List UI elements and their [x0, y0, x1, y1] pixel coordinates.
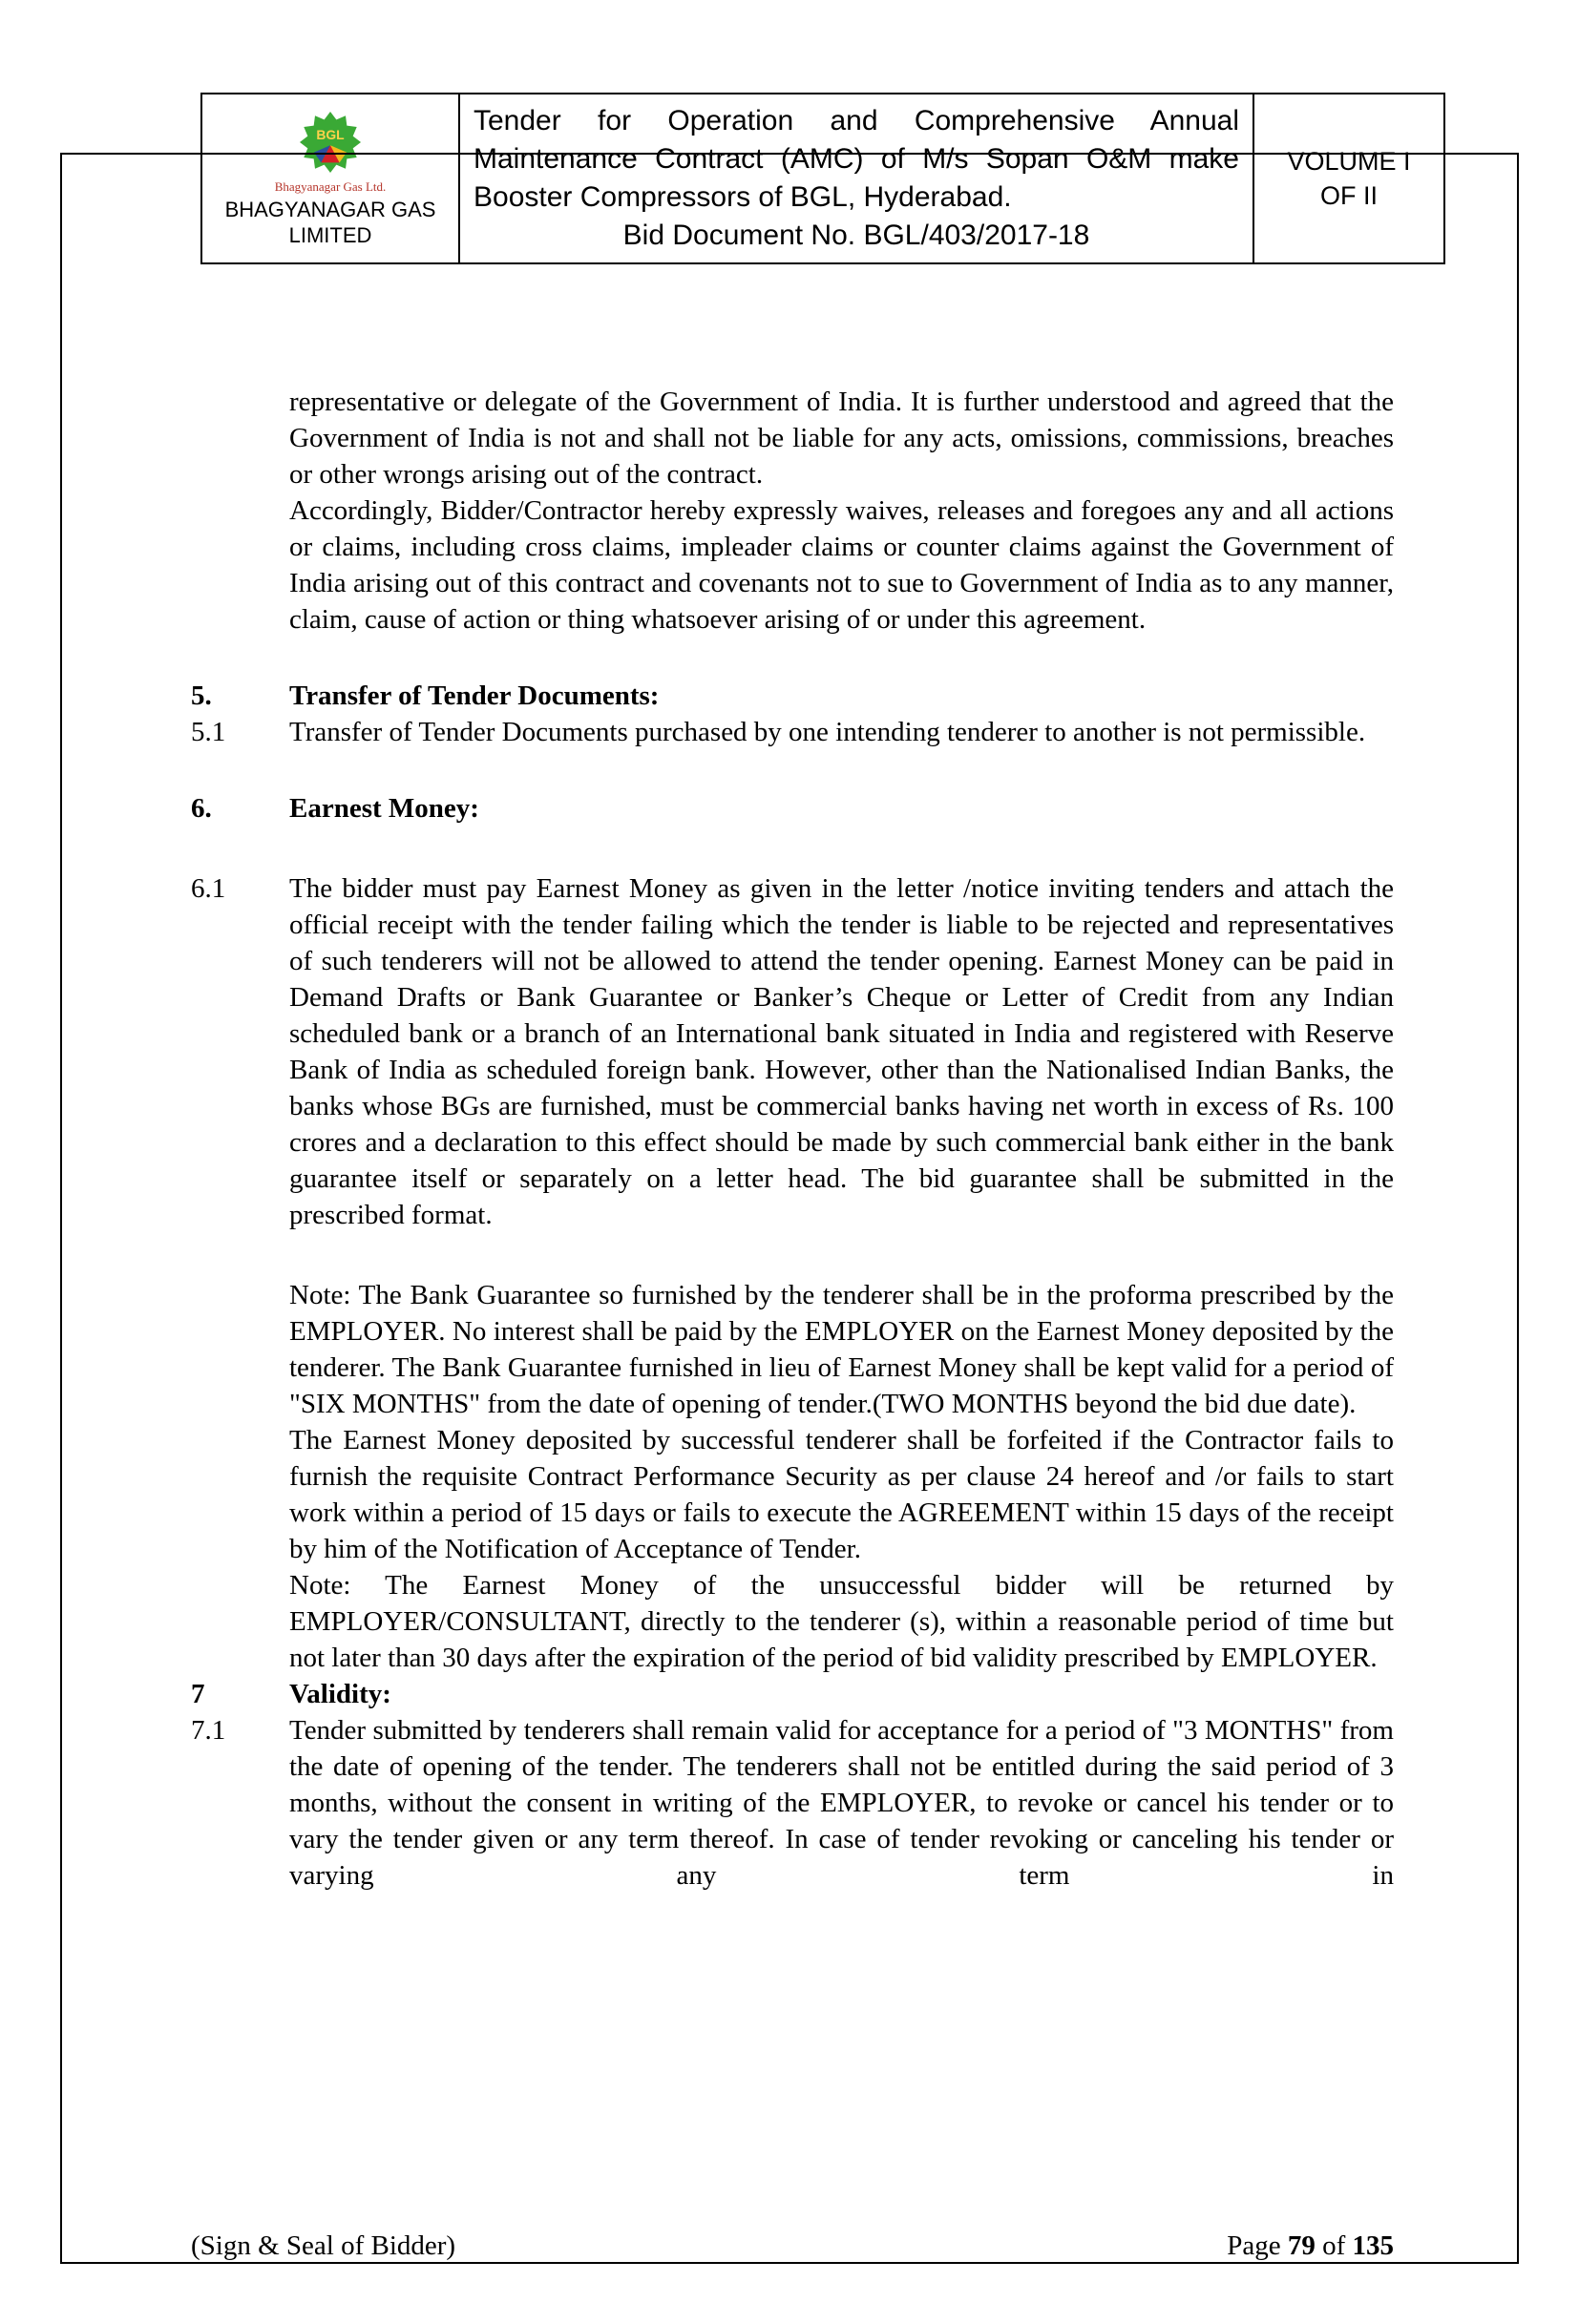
clause-text: Tender submitted by tenderers shall remain valid for acceptance for a period of "3 MONTHS" from the date of opening of the tender. The tenderers shall not be entitled during the said period of 3 months, without the consent in writing of the EMPLOYER, to revoke or cancel his tender or to vary the tender given or any term thereof. In case of tender revoking or canceling his tender or varying any term in [289, 1715, 1394, 1891]
page-word: Page [1227, 2230, 1281, 2261]
clause-number: 6.1 [191, 873, 226, 904]
clause-number: 5.1 [191, 717, 226, 747]
page-number: 79 [1287, 2230, 1316, 2261]
section-heading: Transfer of Tender Documents: [289, 680, 660, 711]
note-text: Note: The Bank Guarantee so furnished by the tenderer shall be in the proforma prescribed by the EMPLOYER. No interest shall be paid by the EMPLOYER on the Earnest Money deposited by the tenderer. The Bank Guarantee furnished in lieu of Earnest Money shall be kept valid for a period of "SIX MONTHS" from the date of opening of tender.(TWO MONTHS beyond the bid due date). [289, 1280, 1394, 1419]
document-body [0, 384, 1579, 1894]
bid-document-number: Bid Document No. BGL/403/2017-18 [622, 220, 1090, 251]
organization-name-line1: BHAGYANAGAR GAS [224, 197, 436, 221]
page-footer [191, 2229, 1394, 2263]
paragraph-text: Accordingly, Bidder/Contractor hereby expressly waives, releases and foregoes any and all actions or claims, including cross claims, impleader claims or counter claims against the Government of India arising out of this contract and covenants not to sue to Government of India as to any manner, claim, cause of action or thing whatsoever arising of or under this agreement. [289, 495, 1394, 635]
clause-row-6-1 [191, 870, 1394, 1233]
document-title: Tender for Operation and Comprehensive Annual Maintenance Contract (AMC) of M/s Sopan O&M make Booster Compressors of BGL, Hyderabad. [474, 105, 1239, 213]
section-heading: Earnest Money: [289, 793, 479, 824]
section-number: 7 [191, 1679, 205, 1709]
number-column-spacer [191, 1422, 289, 1567]
organization-name [208, 197, 453, 248]
number-column-spacer [191, 1277, 289, 1422]
logo-gear-shape [300, 112, 361, 173]
logo-subtext: Bhagyanagar Gas Ltd. [274, 178, 387, 194]
volume-line2: OF II [1320, 181, 1378, 210]
logo-cell [201, 94, 459, 263]
section-heading-row-5 [191, 678, 1394, 714]
bgl-logo-icon [300, 112, 361, 173]
note-row [191, 1567, 1394, 1676]
paragraph-row [191, 384, 1394, 492]
total-pages: 135 [1352, 2230, 1394, 2261]
number-column-spacer [191, 492, 289, 638]
title-cell [459, 94, 1253, 263]
section-heading: Validity: [289, 1679, 391, 1709]
clause-text: Transfer of Tender Documents purchased by one intending tenderer to another is not permissible. [289, 717, 1366, 747]
section-number: 6. [191, 793, 212, 824]
sign-seal-label: (Sign & Seal of Bidder) [191, 2230, 456, 2261]
volume-cell [1253, 94, 1444, 263]
clause-row-5-1 [191, 714, 1394, 750]
number-column-spacer [191, 384, 289, 492]
clause-row-7-1 [191, 1712, 1394, 1894]
note-row [191, 1277, 1394, 1422]
clause-text: The bidder must pay Earnest Money as given in the letter /notice inviting tenders and attach the official receipt with the tender failing which the tender is liable to be rejected and representatives of such tenderers will not be allowed to attend the tender opening. Earnest Money can be paid in Demand Drafts or Bank Guarantee or Banker’s Cheque or Letter of Credit from any Indian scheduled bank or a branch of an International bank situated in India and registered with Reserve Bank of India as scheduled foreign bank. However, other than the Nationalised Indian Banks, the banks whose BGs are furnished, must be commercial banks having net worth in excess of Rs. 100 crores and a declaration to this effect should be made by such commercial bank either in the bank guarantee itself or separately on a letter head. The bid guarantee shall be submitted in the prescribed format. [289, 873, 1394, 1230]
organization-name-line2: LIMITED [288, 222, 372, 247]
header-table [200, 93, 1445, 264]
section-heading-row-7 [191, 1676, 1394, 1712]
page-indicator [1227, 2229, 1394, 2263]
paragraph-text: representative or delegate of the Government of India. It is further understood and agreed that the Government of India is not and shall not be liable for any acts, omissions, commissions, breaches or other wrongs arising out of the contract. [289, 387, 1394, 490]
volume-line1: VOLUME I [1287, 147, 1411, 176]
paragraph-row [191, 492, 1394, 638]
number-column-spacer [191, 1567, 289, 1676]
clause-number: 7.1 [191, 1715, 226, 1746]
section-number: 5. [191, 680, 212, 711]
document-page [0, 93, 1579, 2324]
of-word: of [1322, 2230, 1346, 2261]
section-heading-row-6 [191, 790, 1394, 827]
paragraph-text: The Earnest Money deposited by successful tenderer shall be forfeited if the Contractor fails to furnish the requisite Contract Performance Security as per clause 24 hereof and /or fails to start work within a period of 15 days or fails to execute the AGREEMENT within 15 days of the receipt by him of the Notification of Acceptance of Tender. [289, 1425, 1394, 1564]
note-text: Note: The Earnest Money of the unsuccessful bidder will be returned by EMPLOYER/CONSULTANT, directly to the tenderer (s), within a reasonable period of time but not later than 30 days after the expiration of the period of bid validity prescribed by EMPLOYER. [289, 1570, 1394, 1673]
logo-abbrev-text: BGL [316, 126, 345, 142]
paragraph-row [191, 1422, 1394, 1567]
